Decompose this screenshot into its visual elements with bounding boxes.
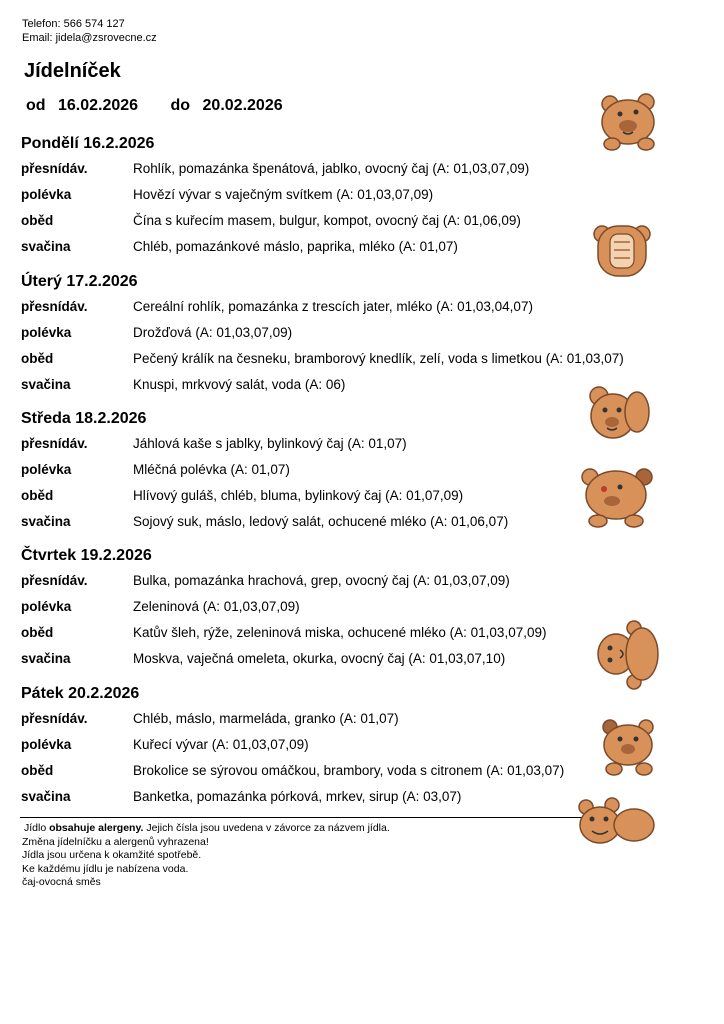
meal-text: Chléb, pomazánkové máslo, paprika, mléko (A: 01,07) bbox=[133, 239, 458, 254]
meal-label: přesnídáv. bbox=[21, 573, 88, 588]
meal-label: polévka bbox=[21, 462, 72, 477]
to-date: 20.02.2026 bbox=[202, 97, 283, 114]
meal-row bbox=[21, 234, 681, 260]
note-line: Ke každému jídlu je nabízena voda. bbox=[22, 862, 189, 875]
meal-text: Drožďová (A: 01,03,07,09) bbox=[133, 325, 293, 340]
allergen-prefix: Jídlo bbox=[24, 822, 50, 834]
meal-text: Cereální rohlík, pomazánka z trescích jater, mléko (A: 01,03,04,07) bbox=[133, 299, 533, 314]
meal-text: Čína s kuřecím masem, bulgur, kompot, ovocný čaj (A: 01,06,09) bbox=[133, 213, 521, 228]
meal-label: oběd bbox=[21, 213, 54, 228]
meal-label: svačina bbox=[21, 377, 71, 392]
meal-row bbox=[21, 156, 681, 182]
meal-text: Knuspi, mrkvový salát, voda (A: 06) bbox=[133, 377, 346, 392]
teddy-bear-icon bbox=[598, 717, 660, 779]
from-label: od bbox=[26, 97, 46, 114]
meal-row bbox=[21, 620, 681, 646]
teddy-bear-icon bbox=[598, 92, 662, 154]
meal-label: polévka bbox=[21, 187, 72, 202]
meal-row bbox=[21, 732, 681, 758]
meal-label: svačina bbox=[21, 239, 71, 254]
meal-label: přesnídáv. bbox=[21, 161, 88, 176]
day-title: Čtvrtek 19.2.2026 bbox=[21, 547, 152, 564]
meal-label: svačina bbox=[21, 789, 71, 804]
meal-label: polévka bbox=[21, 325, 72, 340]
meal-row bbox=[21, 568, 681, 594]
meal-row bbox=[21, 646, 681, 672]
teddy-bear-icon bbox=[576, 797, 658, 851]
from-date: 16.02.2026 bbox=[58, 97, 139, 114]
day-title: Pátek 20.2.2026 bbox=[21, 685, 140, 702]
meal-row bbox=[21, 431, 681, 457]
teddy-bear-icon bbox=[590, 220, 654, 282]
meal-label: svačina bbox=[21, 514, 71, 529]
day-title: Středa 18.2.2026 bbox=[21, 410, 147, 427]
footer-divider bbox=[20, 817, 608, 818]
meal-row bbox=[21, 208, 681, 234]
day-title: Pondělí 16.2.2026 bbox=[21, 135, 155, 152]
meal-row bbox=[21, 182, 681, 208]
teddy-bear-icon bbox=[585, 382, 653, 450]
meal-label: oběd bbox=[21, 488, 54, 503]
meal-label: oběd bbox=[21, 763, 54, 778]
day-friday bbox=[21, 682, 681, 810]
meal-row bbox=[21, 294, 681, 320]
teddy-bear-icon bbox=[594, 620, 662, 690]
phone-number: Telefon: 566 574 127 bbox=[22, 18, 125, 30]
meal-text: Katův šleh, rýže, zeleninová miska, ochucené mléko (A: 01,03,07,09) bbox=[133, 625, 547, 640]
meal-text: Hovězí vývar s vaječným svítkem (A: 01,03,07,09) bbox=[133, 187, 434, 202]
meal-text: Zeleninová (A: 01,03,07,09) bbox=[133, 599, 300, 614]
day-monday bbox=[21, 132, 681, 260]
meal-text: Sojový suk, máslo, ledový salát, ochucené mléko (A: 01,06,07) bbox=[133, 514, 509, 529]
contact-block bbox=[22, 17, 157, 45]
page-title: Jídelníček bbox=[24, 60, 121, 82]
meal-text: Bulka, pomazánka hrachová, grep, ovocný čaj (A: 01,03,07,09) bbox=[133, 573, 510, 588]
day-tuesday bbox=[21, 270, 681, 398]
meal-row bbox=[21, 594, 681, 620]
to-label: do bbox=[170, 97, 191, 114]
meal-label: přesnídáv. bbox=[21, 436, 88, 451]
meal-text: Banketka, pomazánka pórková, mrkev, sirup (A: 03,07) bbox=[133, 789, 462, 804]
note-line: čaj-ovocná směs bbox=[22, 876, 101, 888]
meal-row bbox=[21, 758, 681, 784]
day-thursday bbox=[21, 544, 681, 672]
footer-notes bbox=[22, 822, 390, 890]
meal-label: přesnídáv. bbox=[21, 299, 88, 314]
day-title: Úterý 17.2.2026 bbox=[21, 273, 138, 290]
meal-text: Moskva, vaječná omeleta, okurka, ovocný čaj (A: 01,03,07,10) bbox=[133, 651, 506, 666]
meal-text: Mléčná polévka (A: 01,07) bbox=[133, 462, 290, 477]
meal-text: Chléb, máslo, marmeláda, granko (A: 01,07) bbox=[133, 711, 399, 726]
meal-label: přesnídáv. bbox=[21, 711, 88, 726]
meal-text: Kuřecí vývar (A: 01,03,07,09) bbox=[133, 737, 309, 752]
meal-label: polévka bbox=[21, 599, 72, 614]
allergen-suffix: Jejich čísla jsou uvedena v závorce za názvem jídla. bbox=[143, 822, 390, 834]
meal-label: svačina bbox=[21, 651, 71, 666]
meal-text: Brokolice se sýrovou omáčkou, brambory, voda s citronem (A: 01,03,07) bbox=[133, 763, 565, 778]
meal-text: Pečený králík na česneku, bramborový knedlík, zelí, voda s limetkou (A: 01,03,07) bbox=[133, 351, 624, 366]
email-address: Email: jidela@zsrovecne.cz bbox=[22, 32, 157, 44]
allergen-note bbox=[22, 822, 390, 836]
meal-row bbox=[21, 346, 681, 372]
meal-label: polévka bbox=[21, 737, 72, 752]
meal-text: Rohlík, pomazánka špenátová, jablko, ovocný čaj (A: 01,03,07,09) bbox=[133, 161, 530, 176]
note-line: Změna jídelníčku a alergenů vyhrazena! bbox=[22, 835, 209, 848]
date-range bbox=[26, 97, 283, 115]
meal-text: Jáhlová kaše s jablky, bylinkový čaj (A: 01,07) bbox=[133, 436, 407, 451]
meal-label: oběd bbox=[21, 625, 54, 640]
teddy-bear-icon bbox=[578, 465, 658, 531]
meal-row bbox=[21, 372, 681, 398]
meal-text: Hlívový guláš, chléb, bluma, bylinkový čaj (A: 01,07,09) bbox=[133, 488, 464, 503]
note-line: Jídla jsou určena k okamžité spotřebě. bbox=[22, 849, 202, 861]
allergen-bold: obsahuje alergeny. bbox=[49, 822, 144, 834]
meal-label: oběd bbox=[21, 351, 54, 366]
meal-row bbox=[21, 706, 681, 732]
meal-row bbox=[21, 320, 681, 346]
